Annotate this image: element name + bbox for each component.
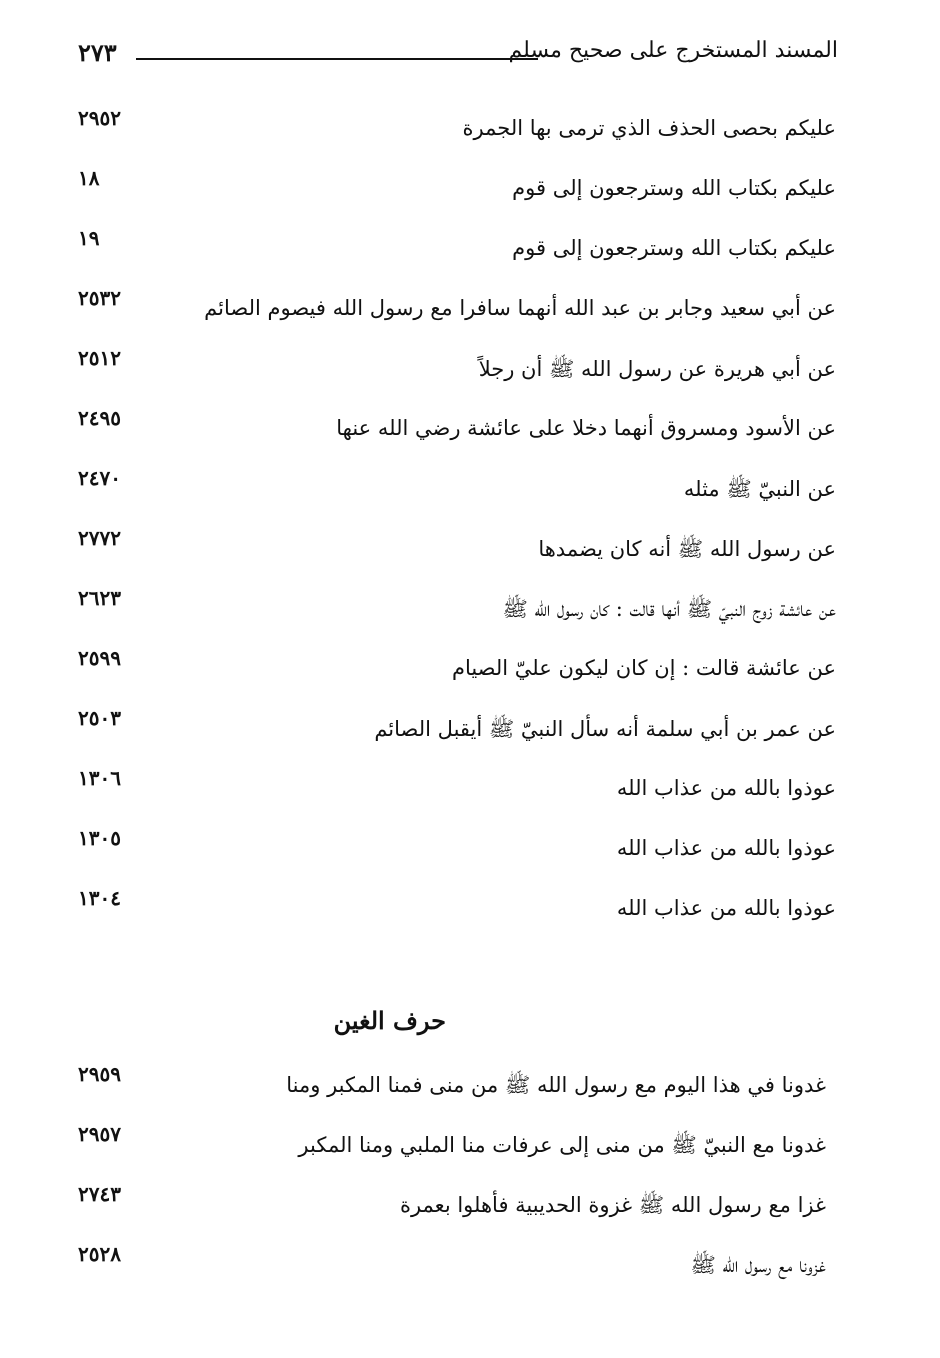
entry-text: عليكم بكتاب الله وسترجعون إلى قوم bbox=[512, 176, 836, 200]
entry-number: ٢٥٢٨ bbox=[78, 1242, 121, 1266]
index-entry bbox=[78, 1242, 826, 1288]
entry-number: ٢٥٠٣ bbox=[78, 706, 121, 730]
index-entry bbox=[78, 526, 836, 572]
index-entry bbox=[78, 166, 836, 212]
entry-number: ٢٧٤٣ bbox=[78, 1182, 121, 1206]
index-entry bbox=[78, 886, 836, 932]
index-entry bbox=[78, 766, 836, 812]
index-entry bbox=[78, 706, 836, 752]
entry-text: غدونا مع النبيّ ﷺ من منى إلى عرفات منا الملبي ومنا المكبر bbox=[298, 1133, 826, 1157]
entry-number: ٢٥٣٢ bbox=[78, 286, 121, 310]
index-entry bbox=[78, 1182, 826, 1228]
entry-text: عن أبي سعيد وجابر بن عبد الله أنهما سافرا مع رسول الله فيصوم الصائم bbox=[204, 296, 836, 320]
entry-number: ١٨ bbox=[78, 166, 100, 190]
index-entry bbox=[78, 466, 836, 512]
page-number: ٢٧٣ bbox=[78, 38, 117, 67]
entry-text: عن عمر بن أبي سلمة أنه سأل النبيّ ﷺ أيقبل الصائم bbox=[374, 717, 836, 741]
index-entry bbox=[78, 1122, 826, 1168]
running-title: المسند المستخرج على صحيح مسلم bbox=[508, 38, 838, 63]
entry-number: ١٣٠٦ bbox=[78, 766, 121, 790]
index-entry bbox=[78, 1062, 826, 1108]
entry-text: عن النبيّ ﷺ مثله bbox=[683, 477, 836, 501]
entry-text: عوذوا بالله من عذاب الله bbox=[616, 896, 836, 920]
entry-text: عليكم بكتاب الله وسترجعون إلى قوم bbox=[512, 236, 836, 260]
entry-text: غدونا في هذا اليوم مع رسول الله ﷺ من منى فمنا المكبر ومنا bbox=[286, 1073, 826, 1097]
entry-text: عوذوا بالله من عذاب الله bbox=[616, 836, 836, 860]
entry-text: غزونا مع رسول الله ﷺ bbox=[690, 1253, 826, 1277]
entry-text: عن الأسود ومسروق أنهما دخلا على عائشة رضي الله عنها bbox=[336, 416, 836, 440]
entry-text: عن عائشة زوج النبيّ ﷺ أنها قالت : كان رسول الله ﷺ bbox=[502, 597, 836, 621]
page-header bbox=[78, 38, 838, 74]
entry-number: ٢٩٥٧ bbox=[78, 1122, 121, 1146]
entry-number: ١٩ bbox=[78, 226, 100, 250]
entry-text: غزا مع رسول الله ﷺ غزوة الحديبية فأهلوا بعمرة bbox=[399, 1193, 826, 1217]
section-heading: حرف الغين bbox=[333, 1006, 446, 1035]
entry-text: عليكم بحصى الحذف الذي ترمى بها الجمرة bbox=[462, 116, 836, 140]
entry-text: عن عائشة قالت : إن كان ليكون عليّ الصيام bbox=[451, 656, 836, 680]
entry-text: عوذوا بالله من عذاب الله bbox=[616, 776, 836, 800]
entry-number: ٢٩٥٢ bbox=[78, 106, 121, 130]
index-entry bbox=[78, 406, 836, 452]
entry-number: ١٣٠٥ bbox=[78, 826, 121, 850]
entry-text: عن رسول الله ﷺ أنه كان يضمدها bbox=[538, 537, 836, 561]
index-entry bbox=[78, 826, 836, 872]
entry-text: عن أبي هريرة عن رسول الله ﷺ أن رجلاً bbox=[478, 357, 836, 381]
entry-number: ٢٤٧٠ bbox=[78, 466, 121, 490]
index-entry bbox=[78, 646, 836, 692]
entry-number: ٢٥٩٩ bbox=[78, 646, 121, 670]
entry-number: ٢٥١٢ bbox=[78, 346, 121, 370]
index-entry bbox=[78, 346, 836, 392]
index-entry bbox=[78, 106, 836, 152]
entry-number: ١٣٠٤ bbox=[78, 886, 121, 910]
entry-number: ٢٩٥٩ bbox=[78, 1062, 121, 1086]
entry-number: ٢٧٧٢ bbox=[78, 526, 121, 550]
entry-number: ٢٦٢٣ bbox=[78, 586, 121, 610]
index-entry bbox=[78, 286, 836, 332]
entry-number: ٢٤٩٥ bbox=[78, 406, 121, 430]
index-entry bbox=[78, 586, 836, 632]
index-entry bbox=[78, 226, 836, 272]
header-rule bbox=[136, 58, 538, 60]
